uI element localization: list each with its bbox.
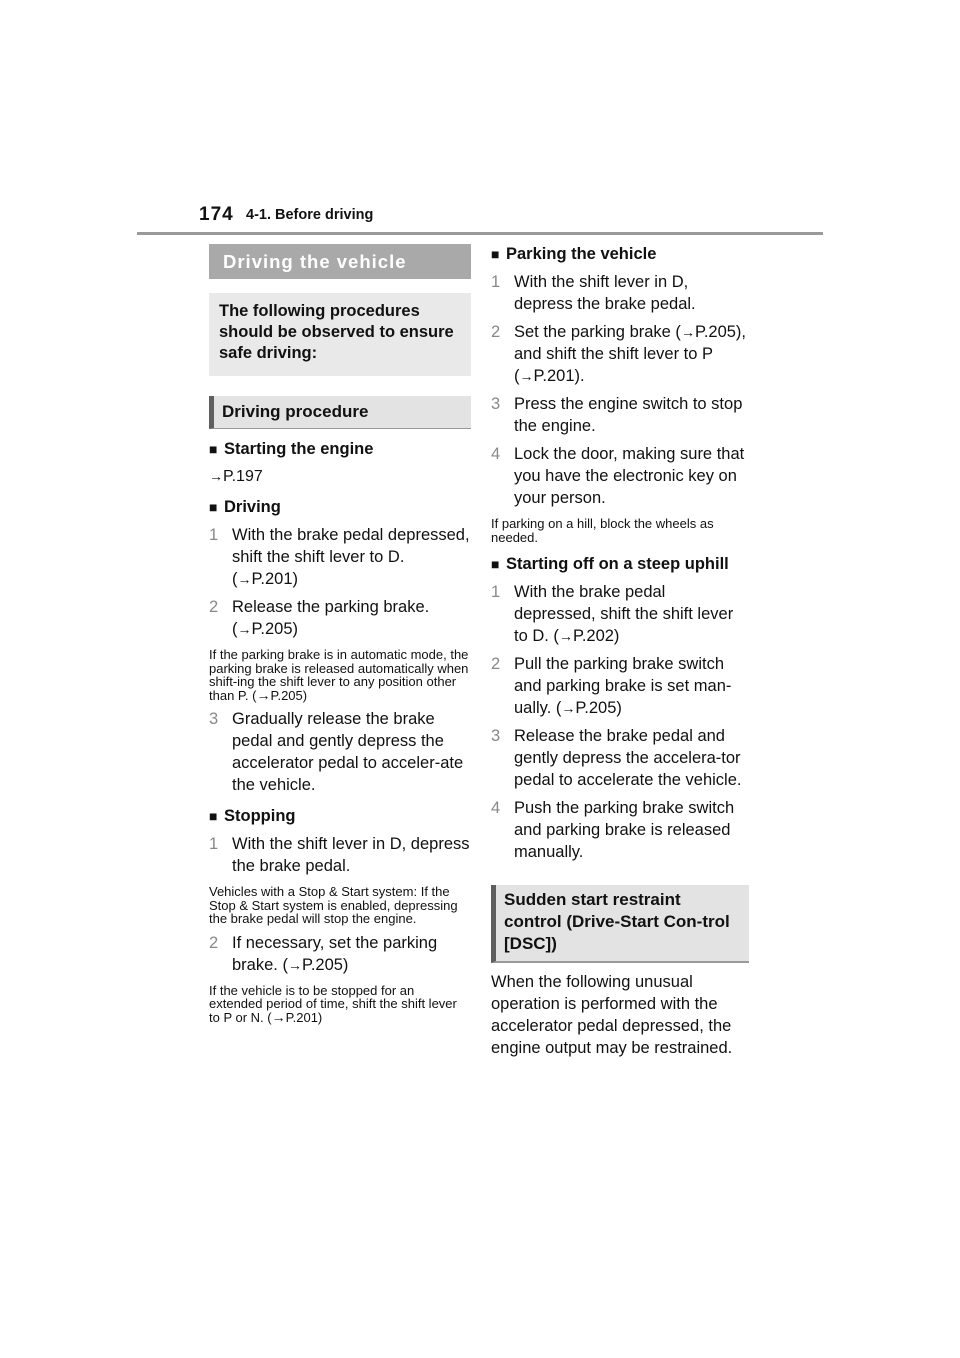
step-text: If necessary, set the parking brake. (→P.205) [232, 933, 438, 974]
step-item [209, 833, 471, 877]
step-number: 2 [491, 323, 501, 341]
square-bullet-icon: ■ [209, 808, 218, 824]
step-text: With the shift lever in D, depress the brake pedal. [232, 835, 470, 875]
step-text: With the shift lever in D, depress the brake pedal. [514, 273, 696, 313]
step-number: 3 [491, 395, 501, 413]
square-bullet-icon: ■ [209, 441, 218, 457]
dsc-heading: Sudden start restraint control (Drive-Start Con-trol [DSC]) [491, 885, 749, 963]
section-title-bar: Driving the vehicle [209, 244, 471, 279]
arrow-icon: → [237, 571, 252, 587]
step-number: 4 [491, 799, 501, 817]
step-text: Release the brake pedal and gently depress the accelera-tor pedal to accelerate the vehicle. [514, 727, 742, 789]
step-item [491, 271, 749, 315]
arrow-icon: → [271, 1008, 286, 1025]
left-column [209, 244, 471, 1024]
right-column [491, 244, 749, 1059]
subheading-starting: ■ Starting the engine [209, 440, 374, 458]
subheading-parking: ■ Parking the vehicle [491, 245, 657, 263]
step-text: With the brake pedal depressed, shift the shift lever to D. (→P.201) [232, 526, 470, 588]
chapter-title: 4-1. Before driving [246, 207, 374, 223]
subheading-driving: ■ Driving [209, 498, 281, 516]
square-bullet-icon: ■ [209, 499, 218, 515]
step-number: 1 [209, 526, 219, 544]
step-number: 1 [491, 273, 501, 291]
note-text: If parking on a hill, block the wheels as needed. [491, 516, 714, 545]
subheading-uphill: ■ Starting off on a steep uphill [491, 555, 729, 573]
step-text: Set the parking brake (→P.205), and shift the shift lever to P (→P.201). [514, 323, 747, 385]
arrow-icon: → [287, 956, 302, 973]
step-number: 2 [209, 933, 219, 952]
note-text: Vehicles with a Stop & Start system: If the Stop & Start system is enabled, depressing the brake pedal will stop the engine. [209, 884, 458, 926]
dsc-body-text: When the following unusual operation is performed with the accelerator pedal depressed, the engine output may be restrained. [491, 973, 733, 1057]
step-item [491, 653, 749, 719]
step-item [209, 708, 471, 796]
step-text: Press the engine switch to stop the engine. [514, 395, 743, 435]
arrow-icon: → [519, 368, 534, 384]
arrow-icon: → [237, 621, 252, 637]
step-text: Gradually release the brake pedal and gently depress the accelerator pedal to acceler-ate the vehicle. [232, 710, 464, 794]
step-item [209, 524, 471, 590]
page-reference: →P.197 [209, 468, 263, 485]
step-item [491, 797, 749, 863]
step-item [491, 443, 749, 509]
arrow-icon: → [561, 700, 576, 716]
step-number: 4 [491, 445, 501, 463]
step-text: Lock the door, making sure that you have the electronic key on your person. [514, 445, 745, 507]
arrow-icon: → [680, 324, 695, 340]
step-number: 2 [491, 655, 501, 673]
driving-procedure-heading: Driving procedure [209, 396, 471, 429]
note-text: If the vehicle is to be stopped for an extended period of time, shift the shift lever to P or N. (→P.201) [209, 982, 457, 1025]
intro-box: The following procedures should be observed to ensure safe driving: [209, 293, 471, 376]
step-number: 1 [491, 583, 501, 601]
step-number: 3 [209, 710, 219, 728]
subheading-stopping: ■ Stopping [209, 807, 296, 825]
arrow-icon: → [256, 686, 271, 703]
step-text: Release the parking brake. (→P.205) [232, 598, 430, 638]
note-text: If the parking brake is in automatic mode, the parking brake is released automatically when shift-ing the shift lever to any position other than P. (→P.205) [209, 647, 469, 703]
step-item [491, 321, 749, 387]
square-bullet-icon: ■ [491, 246, 500, 262]
step-text: Pull the parking brake switch and parking brake is set man-ually. (→P.205) [514, 655, 732, 717]
arrow-icon: → [209, 468, 223, 484]
step-item [491, 725, 749, 791]
page-number: 174 [199, 204, 234, 225]
square-bullet-icon: ■ [491, 556, 500, 572]
step-item [491, 393, 749, 437]
step-number: 1 [209, 835, 219, 853]
step-item [209, 932, 471, 976]
step-number: 3 [491, 727, 501, 745]
step-item [209, 596, 471, 640]
step-text: Push the parking brake switch and parking brake is released manually. [514, 799, 735, 861]
arrow-icon: → [558, 628, 573, 644]
step-item [491, 581, 749, 647]
header-rule [137, 232, 823, 235]
step-text: With the brake pedal depressed, shift the shift lever to D. (→P.202) [514, 583, 734, 645]
step-number: 2 [209, 598, 219, 616]
